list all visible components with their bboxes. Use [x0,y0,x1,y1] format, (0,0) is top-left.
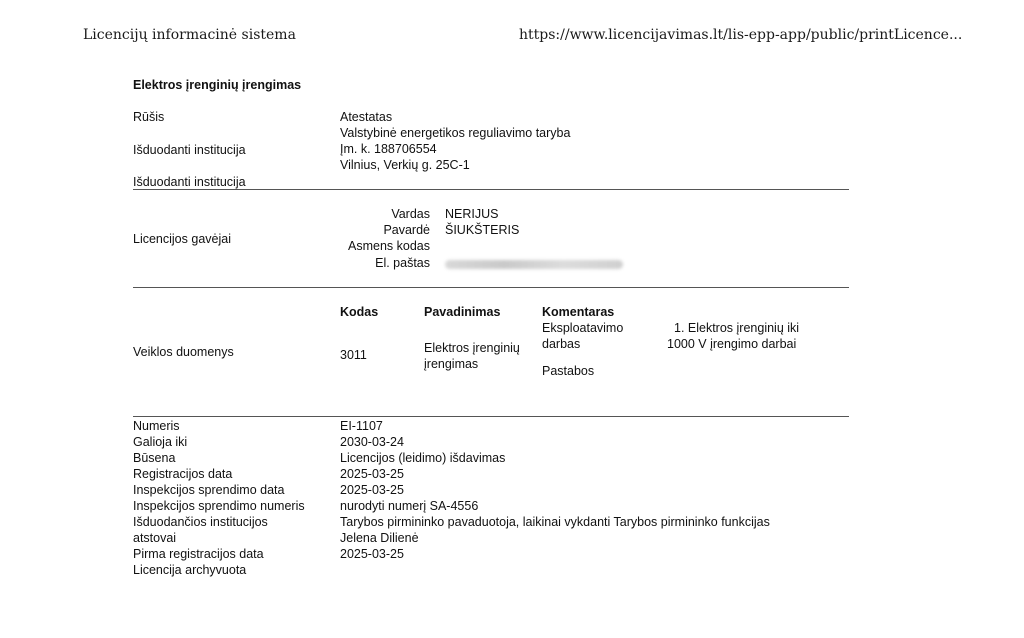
details-values [340,418,770,578]
comment-value-line2: 1000 V įrengimo darbai [667,337,797,351]
recipients-label: Licencijos gavėjai [133,232,231,246]
details-value: 2025-03-25 [340,547,404,561]
activity-name-line2: įrengimas [424,357,479,371]
notes-label: Pastabos [542,364,595,378]
col-comment-header: Komentaras [542,305,615,319]
details-value: 2030-03-24 [340,435,404,449]
details-label: Pirma registracijos data [133,547,264,561]
divider [133,416,849,417]
details-value: EI-1107 [340,419,383,433]
document-title: Elektros įrenginių įrengimas [133,78,302,92]
activity-name-line1: Elektros įrenginių [424,341,520,355]
details-value: Licencijos (leidimo) išdavimas [340,451,506,465]
activity-code: 3011 [340,348,367,362]
last-name-value: ŠIUKŠTERIS [445,223,520,237]
details-label: Licencija archyvuota [133,563,247,577]
first-name-value: NERIJUS [445,207,499,221]
comment-label-line2: darbas [542,337,581,351]
divider [133,189,849,190]
details-value: nurodyti numerį SA-4556 [340,499,479,513]
details-value: 2025-03-25 [340,467,404,481]
site-title: Licencijų informacinė sistema [83,27,296,43]
comment-label-line1: Eksploatavimo [542,321,624,335]
details-labels [133,418,305,578]
issuer-name: Valstybinė energetikos reguliavimo taryba [340,126,571,140]
issuer-code: Įm. k. 188706554 [340,142,437,156]
details-label: Numeris [133,419,180,433]
issuer-address: Vilnius, Verkių g. 25C-1 [340,158,470,172]
email-redacted [445,257,623,271]
details-value [340,562,770,578]
comment-value-line1: 1. Elektros įrenginių iki [674,321,800,335]
col-code-header: Kodas [340,305,379,319]
details-value: Tarybos pirmininko pavaduotoja, laikinai vykdanti Tarybos pirmininko funkcijas [340,515,770,529]
details-label: Inspekcijos sprendimo data [133,483,285,497]
details-label: Galioja iki [133,435,188,449]
activity-label: Veiklos duomenys [133,345,234,359]
details-label: atstovai [133,531,177,545]
issuer-label: Išduodanti institucija [133,143,246,157]
details-value: 2025-03-25 [340,483,404,497]
first-name-label: Vardas [391,207,430,221]
personal-code-label: Asmens kodas [348,239,430,253]
details-value: Jelena Dilienė [340,531,419,545]
col-name-header: Pavadinimas [424,305,501,319]
divider [133,287,849,288]
last-name-label: Pavardė [383,223,430,237]
type-value: Atestatas [340,110,393,124]
details-label: Išduodančios institucijos [133,515,268,529]
details-label: Būsena [133,451,176,465]
issuer-label-2: Išduodanti institucija [133,175,246,189]
type-label: Rūšis [133,110,165,124]
details-label: Registracijos data [133,467,233,481]
page-url: https://www.licencijavimas.lt/lis-epp-app/public/printLicence... [519,27,963,43]
email-label: El. paštas [375,256,430,270]
details-label: Inspekcijos sprendimo numeris [133,499,305,513]
